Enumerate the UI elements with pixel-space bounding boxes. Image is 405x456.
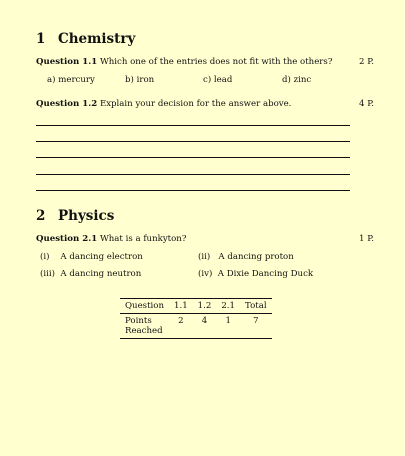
question-text: Which one of the entries does not fit with the others?: [99, 57, 333, 67]
section-title: Physics: [58, 208, 115, 224]
answer-line[interactable]: [36, 125, 350, 126]
section-heading-chemistry: [36, 31, 135, 47]
answer-line[interactable]: [36, 190, 350, 191]
points-cell: 1: [225, 316, 231, 326]
question-text: Explain your decision for the answer above.: [99, 99, 292, 109]
section-number: 2: [36, 208, 46, 224]
option-a[interactable]: a) mercury: [47, 75, 95, 85]
question-label: Question 2.1: [36, 234, 98, 244]
option-c[interactable]: c) lead: [203, 75, 233, 85]
option-d[interactable]: d) zinc: [282, 75, 312, 85]
option-iv[interactable]: (iv) A Dixie Dancing Duck: [198, 269, 314, 279]
section-heading-physics: [36, 208, 114, 224]
table-header-cell: Question: [125, 301, 164, 311]
table-header-cell: 2.1: [221, 301, 236, 311]
question-points: 4 P.: [359, 99, 374, 109]
section-title: Chemistry: [58, 31, 136, 47]
answer-line[interactable]: [36, 174, 350, 175]
table-header-row: [120, 299, 272, 314]
question-text: What is a funkyton?: [99, 234, 187, 244]
option-i[interactable]: (i) A dancing electron: [40, 252, 143, 262]
question-1-1: [36, 57, 374, 67]
points-cell: 4: [201, 316, 208, 326]
points-cell: 7: [253, 316, 259, 326]
table-header-cell: 1.2: [197, 301, 212, 311]
question-label: Question 1.2: [36, 99, 98, 109]
question-points: 2 P.: [359, 57, 374, 67]
section-number: 1: [36, 31, 46, 47]
answer-line[interactable]: [36, 141, 350, 142]
option-iii[interactable]: (iii) A dancing neutron: [40, 269, 142, 279]
table-row: [120, 314, 272, 339]
row-label: [120, 314, 169, 339]
row-label-line-2: Reached: [125, 326, 163, 336]
option-b[interactable]: b) iron: [125, 75, 155, 85]
points-cell: 2: [178, 316, 184, 326]
question-points: 1 P.: [359, 234, 374, 244]
question-label: Question 1.1: [36, 57, 98, 67]
table-header-cell: 1.1: [174, 301, 188, 311]
question-2-1: [36, 234, 374, 244]
option-ii[interactable]: (ii) A dancing proton: [198, 252, 294, 262]
table-header-cell: Total: [245, 301, 267, 311]
row-label-line-1: Points: [125, 316, 152, 326]
question-1-2: [36, 99, 374, 109]
points-table: [120, 298, 272, 339]
answer-line[interactable]: [36, 157, 350, 158]
